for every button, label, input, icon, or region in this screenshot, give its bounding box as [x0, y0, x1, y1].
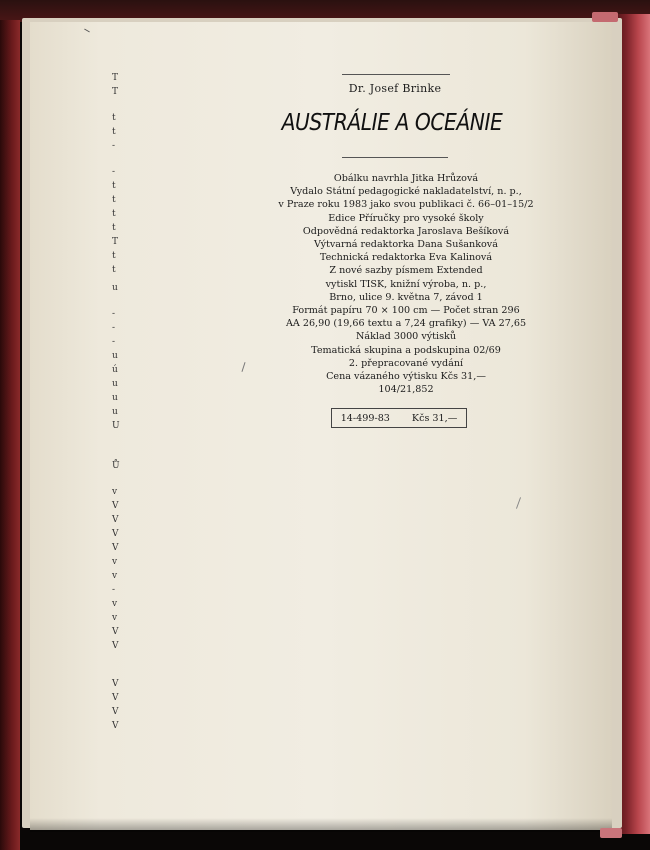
author-top-rule: [342, 74, 450, 75]
margin-letter: V: [112, 501, 119, 511]
colophon-line: AA 26,90 (19,66 textu a 7,24 grafiky) — VA 27,65: [285, 318, 527, 330]
margin-letter: v: [112, 557, 118, 567]
title-bottom-rule: [342, 157, 448, 158]
margin-letter: v: [112, 571, 118, 581]
colophon-line: Vydalo Státní pedagogické nakladatelství, n. p.,: [290, 186, 522, 198]
margin-letter: u: [112, 379, 118, 389]
colophon-line: Cena vázaného výtisku Kčs 31,—: [326, 371, 486, 383]
margin-letter: t: [112, 181, 116, 191]
margin-letter: Ů: [112, 461, 120, 471]
colophon-line: Obálku navrhla Jitka Hrůzová: [333, 173, 479, 184]
margin-letter: V: [112, 529, 119, 539]
colophon-block: [236, 172, 576, 396]
margin-letter: t: [112, 127, 116, 137]
margin-letter: t: [112, 195, 116, 205]
margin-letter: T: [112, 237, 119, 247]
colophon-line: 2. přepracované vydání: [348, 357, 464, 369]
margin-letter: -: [112, 337, 116, 347]
price-label: Kčs 31,—: [411, 412, 458, 424]
margin-letter: u: [112, 407, 118, 417]
margin-letter: v: [112, 613, 118, 623]
margin-letter: V: [112, 679, 119, 689]
margin-letter: V: [112, 641, 119, 651]
margin-letter: T: [112, 73, 119, 83]
margin-letter: U: [112, 421, 120, 431]
margin-letter: V: [112, 693, 119, 703]
margin-letter: V: [112, 515, 119, 525]
margin-letter: u: [112, 283, 118, 293]
colophon-line: Tematická skupina a podskupina 02/69: [311, 344, 501, 356]
colophon-line: Brno, ulice 9. května 7, závod 1: [329, 291, 483, 303]
margin-letter: u: [112, 351, 118, 361]
margin-letter: V: [112, 543, 119, 553]
margin-letter: V: [112, 627, 119, 637]
margin-letter: t: [112, 265, 116, 275]
colophon-line: 104/21,852: [378, 384, 434, 396]
margin-letter: -: [112, 323, 116, 333]
margin-letter: v: [112, 599, 118, 609]
margin-letter: v: [112, 487, 118, 497]
page-bottom-shadow: [30, 818, 612, 832]
colophon-line: v Praze roku 1983 jako svou publikaci č. 66–01–15/2: [278, 199, 534, 211]
margin-letter: -: [112, 141, 116, 151]
margin-letter: T: [112, 87, 119, 97]
price-box: [331, 408, 467, 428]
margin-letter: V: [112, 721, 119, 731]
author-name: Dr. Josef Brinke: [348, 82, 442, 95]
margin-letter: -: [112, 585, 116, 595]
colophon-line: vytiskl TISK, knižní výroba, n. p.,: [325, 278, 487, 290]
margin-letter: u: [112, 393, 118, 403]
bookmark-ribbon-bottom: [600, 828, 622, 838]
colophon-line: Formát papíru 70 × 100 cm — Počet stran 296: [292, 305, 520, 317]
catalog-code: 14-499-83: [340, 412, 390, 424]
bleed-through-margin-letters: [112, 70, 126, 730]
margin-letter: V: [112, 707, 119, 717]
colophon-line: Technická redaktorka Eva Kalinová: [319, 252, 493, 264]
margin-letter: t: [112, 209, 116, 219]
colophon-line: Edice Příručky pro vysoké školy: [328, 212, 484, 224]
bookmark-ribbon-top: [592, 12, 618, 22]
colophon-line: Výtvarná redaktorka Dana Sušanková: [314, 239, 498, 251]
margin-letter: t: [112, 251, 116, 261]
colophon-line: Náklad 3000 výtisků: [355, 331, 457, 343]
colophon-line: Z nové sazby písmem Extended: [329, 265, 483, 277]
book-title: AUSTRÁLIE A OCEÁNIE: [281, 110, 503, 136]
margin-letter: t: [112, 113, 116, 123]
margin-letter: t: [112, 223, 116, 233]
margin-letter: -: [112, 167, 116, 177]
margin-letter: -: [112, 309, 116, 319]
book-cover-left-edge: [0, 20, 20, 850]
margin-letter: ú: [112, 365, 118, 375]
colophon-line: Odpovědná redaktorka Jaroslava Bešíková: [302, 225, 510, 237]
